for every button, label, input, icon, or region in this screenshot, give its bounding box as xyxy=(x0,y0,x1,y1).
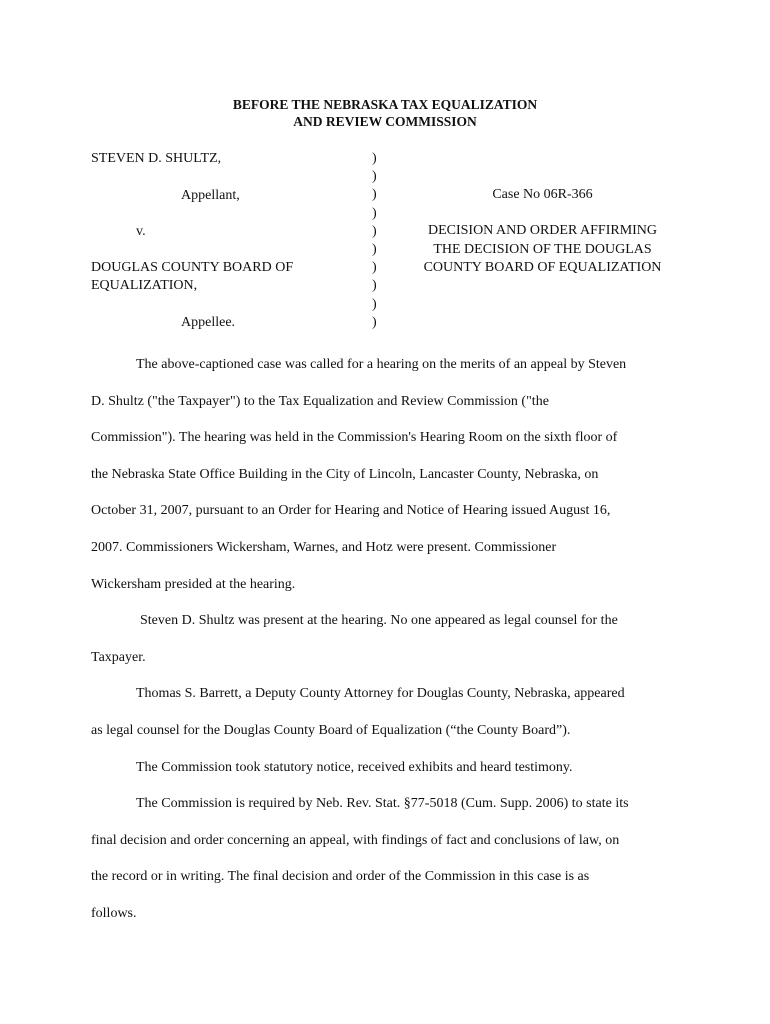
heading-line-2: AND REVIEW COMMISSION xyxy=(293,114,477,129)
text-line: The Commission took statutory notice, received exhibits and heard testimony. xyxy=(136,759,573,775)
text-line: final decision and order concerning an appeal, with findings of fact and conclusions of law, on xyxy=(91,832,620,848)
text-line: Steven D. Shultz was present at the hearing. No one appeared as legal counsel for the xyxy=(140,613,618,629)
decision-title-line: THE DECISION OF THE DOUGLAS xyxy=(433,241,652,257)
paragraph-statute xyxy=(91,786,671,932)
paren-mark: ) xyxy=(372,314,377,330)
text-line: Thomas S. Barrett, a Deputy County Attorney for Douglas County, Nebraska, appeared xyxy=(136,686,625,702)
decision-title-line: COUNTY BOARD OF EQUALIZATION xyxy=(423,260,662,275)
caption-divider xyxy=(372,150,382,332)
paren-mark: ) xyxy=(372,260,377,276)
paragraph-taxpayer xyxy=(91,603,671,676)
text-line: the Nebraska State Office Building in the City of Lincoln, Lancaster County, Nebraska, on xyxy=(91,466,599,482)
paren-mark: ) xyxy=(372,169,377,185)
text-line: Taxpayer. xyxy=(91,649,146,665)
case-caption xyxy=(0,150,770,335)
paren-mark: ) xyxy=(372,278,377,294)
document-body xyxy=(91,347,671,933)
paren-mark: ) xyxy=(372,205,377,221)
paren-mark: ) xyxy=(372,151,377,166)
paragraph-counsel xyxy=(91,676,671,749)
text-line: The Commission is required by Neb. Rev. Stat. §77-5018 (Cum. Supp. 2006) to state its xyxy=(136,796,629,812)
text-line: follows. xyxy=(91,905,137,921)
case-number: Case No 06R-366 xyxy=(492,187,593,202)
appellant-name: STEVEN D. SHULTZ, xyxy=(91,151,222,166)
decision-title-line: DECISION AND ORDER AFFIRMING xyxy=(427,223,658,238)
appellant-label: Appellant, xyxy=(181,188,240,203)
text-line: D. Shultz ("the Taxpayer") to the Tax Equalization and Review Commission ("the xyxy=(91,393,549,409)
heading-line-1: BEFORE THE NEBRASKA TAX EQUALIZATION xyxy=(232,97,538,112)
document-heading xyxy=(0,96,770,130)
versus-label: v. xyxy=(136,224,146,239)
text-line: Wickersham presided at the hearing. xyxy=(91,576,296,592)
text-line: 2007. Commissioners Wickersham, Warnes, and Hotz were present. Commissioner xyxy=(91,539,557,555)
text-line: as legal counsel for the Douglas County Board of Equalization (“the County Board”). xyxy=(91,722,571,738)
text-line: the record or in writing. The final decision and order of the Commission in this case is as xyxy=(91,869,590,885)
text-line: Commission"). The hearing was held in the Commission's Hearing Room on the sixth floor of xyxy=(91,430,618,446)
paren-mark: ) xyxy=(372,187,377,203)
paren-mark: ) xyxy=(372,241,377,257)
paragraph-hearing xyxy=(91,347,671,603)
decision-title xyxy=(405,222,680,278)
paren-mark: ) xyxy=(372,296,377,312)
text-line: October 31, 2007, pursuant to an Order for Hearing and Notice of Hearing issued August 16, xyxy=(91,503,611,519)
appellee-name-line-1: DOUGLAS COUNTY BOARD OF xyxy=(91,260,294,275)
appellee-label: Appellee. xyxy=(181,315,236,330)
text-line: The above-captioned case was called for a hearing on the merits of an appeal by Steven xyxy=(136,357,627,372)
appellee-name-line-2: EQUALIZATION, xyxy=(91,278,198,293)
paragraph-notice xyxy=(91,750,671,787)
paren-mark: ) xyxy=(372,223,377,239)
